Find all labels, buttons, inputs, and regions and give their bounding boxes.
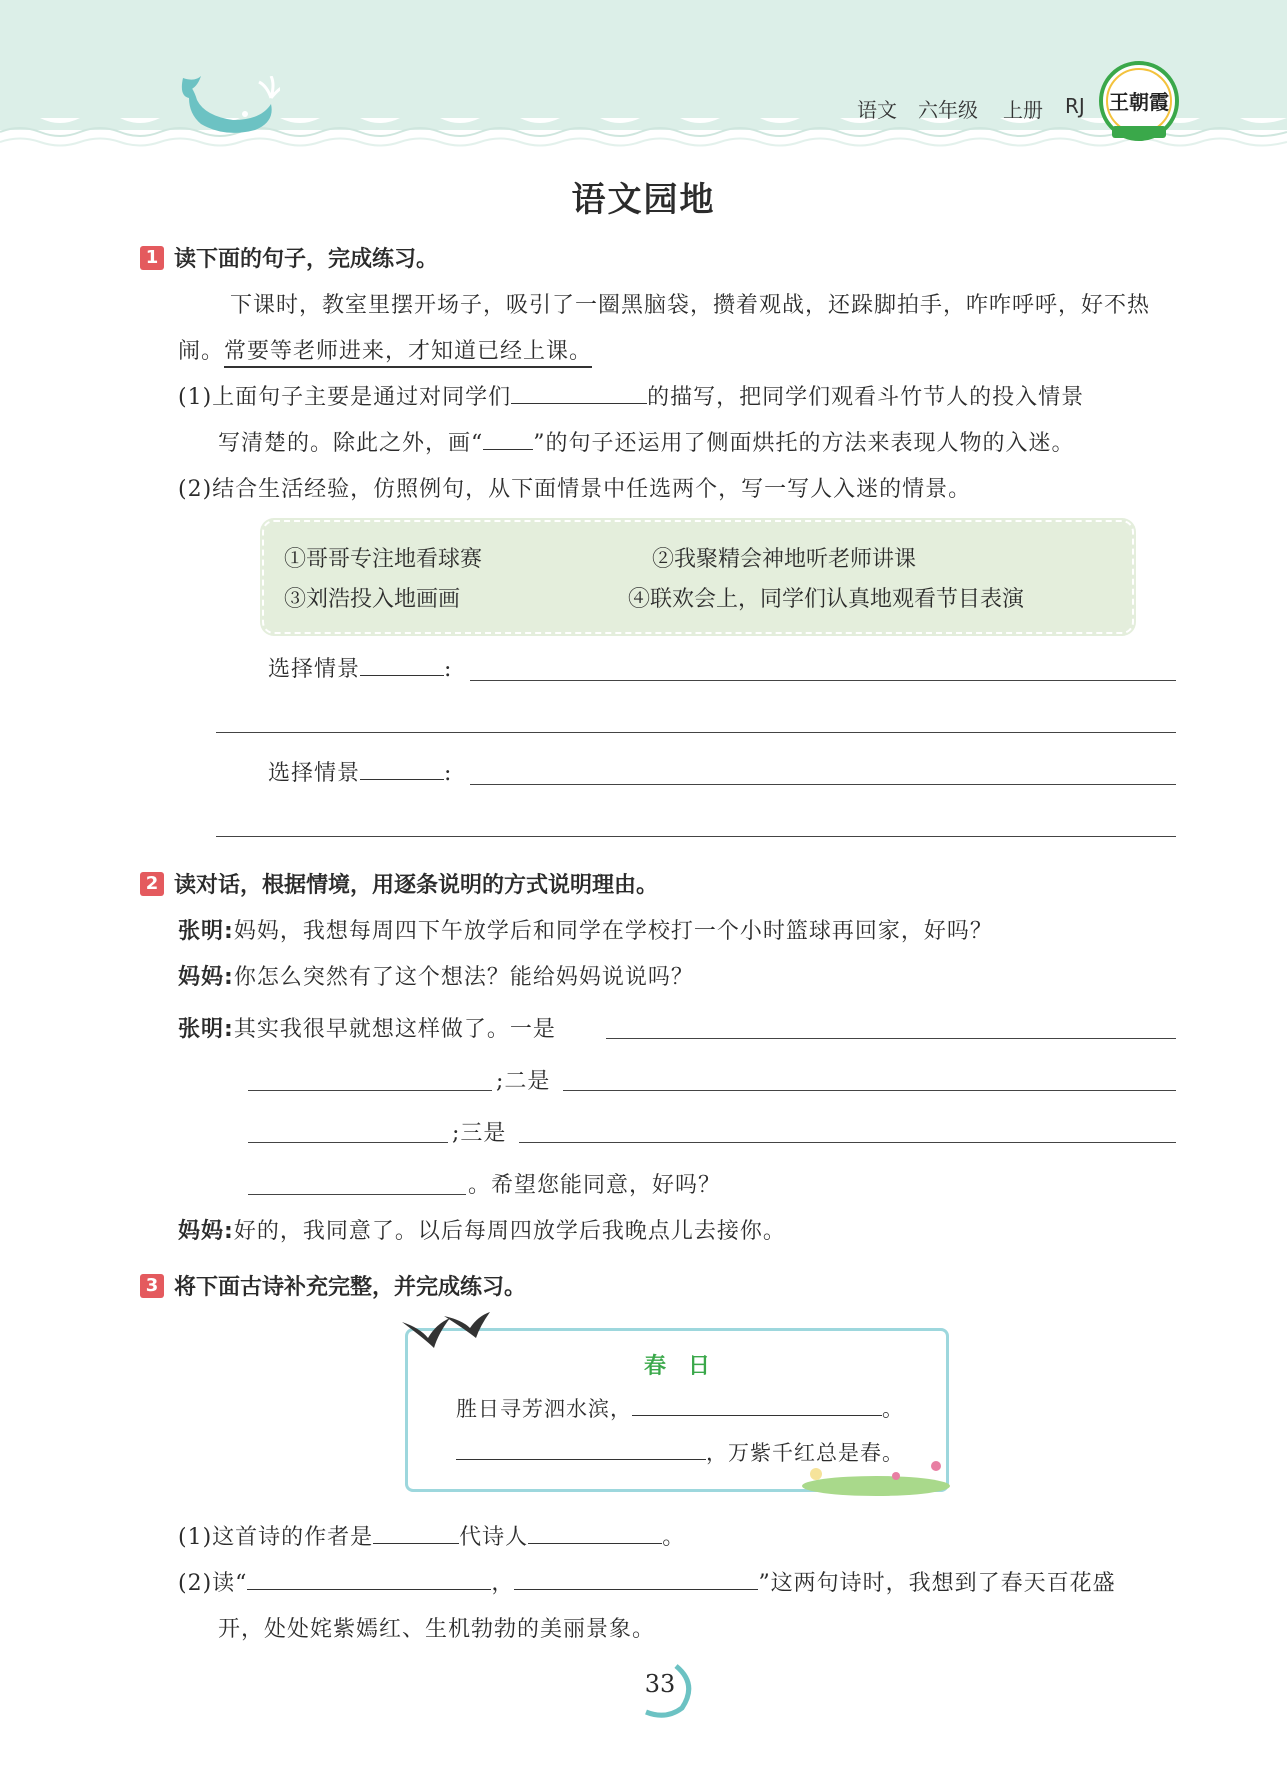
q1-part1-blank2[interactable] [483, 429, 533, 450]
poem-line-1 [456, 1393, 904, 1423]
q2-text-6: 。希望您能同意，好吗？ [468, 1173, 722, 1198]
q2-speaker-1: 张明: [178, 919, 234, 944]
q3-part2-line1 [178, 1566, 1116, 1597]
q3-part2-b: ， [491, 1571, 515, 1596]
q1-passage-line1: 下课时，教室里摆开场子，吸引了一圈黑脑袋，攒着观战，还跺脚拍手，咋咋呼呼，好不热 [230, 293, 1151, 318]
logo-text: 王朝霞 [1109, 90, 1169, 114]
q2-text-7: 好的，我同意了。以后每周四放学后我晚点儿去接你。 [233, 1219, 786, 1244]
header-volume: 上册 [1003, 98, 1043, 122]
q3-heading-text: 将下面古诗补充完整，并完成练习。 [174, 1275, 527, 1300]
q3-number-badge: 3 [140, 1274, 164, 1298]
q1-heading-text: 读下面的句子，完成练习。 [174, 247, 439, 272]
q1-underlined-sentence: 常要等老师进来，才知道已经上课。 [224, 339, 592, 368]
q2-answer-line-2b[interactable] [563, 1090, 1176, 1091]
q2-answer-line-3b[interactable] [519, 1142, 1176, 1143]
q2-text-1: 妈妈，我想每周四下午放学后和同学在学校打一个小时篮球再回家，好吗？ [233, 919, 993, 944]
q2-answer-line-4[interactable] [248, 1194, 466, 1195]
q1-option-4: ④联欢会上，同学们认真地观看节目表演 [628, 587, 1025, 612]
q1-heading [140, 242, 438, 273]
q1-part1-blank1[interactable] [511, 383, 647, 404]
q1-part1-line1 [178, 380, 1084, 411]
q1-part1-b: 的描写，把同学们观看斗竹节人的投入情景 [647, 385, 1085, 410]
q3-part2-line2: 开，处处姹紫嫣红、生机勃勃的美丽景象。 [218, 1617, 656, 1642]
q1-options-box [262, 520, 1134, 634]
q1-answer-line-1a[interactable] [470, 680, 1176, 681]
poem-blank-1[interactable] [632, 1395, 882, 1416]
q2-text-5: ;三是 [452, 1121, 507, 1146]
q1-option-1: ①哥哥专注地看球赛 [284, 547, 483, 572]
q3-part2-blank2[interactable] [514, 1569, 758, 1590]
q2-dialog-1 [178, 914, 993, 945]
q2-text-2: 你怎么突然有了这个想法？能给妈妈说说吗？ [233, 965, 694, 990]
poem-line-1-text: 胜日寻芳泗水滨， [456, 1397, 632, 1421]
q1-choose-blank-1[interactable] [360, 655, 444, 676]
q1-answer-line-2b[interactable] [216, 836, 1176, 837]
poem-line-1-end: 。 [882, 1397, 904, 1421]
q3-part1-blank2[interactable] [528, 1523, 662, 1544]
header-subject: 语文 [857, 98, 897, 122]
q2-number-badge: 2 [140, 872, 164, 896]
q2-answer-line-3a[interactable] [248, 1142, 448, 1143]
q1-choose-blank-2[interactable] [360, 759, 444, 780]
q1-choose-row-2 [268, 756, 452, 787]
q2-heading [140, 868, 658, 899]
q1-choose-colon-1: : [444, 657, 453, 682]
q2-dialog-7 [178, 1214, 786, 1245]
q3-part1-a: (1)这首诗的作者是 [178, 1525, 374, 1550]
q2-text-4: ;二是 [496, 1069, 551, 1094]
poem-line-2-text: ，万紫千红总是春。 [706, 1441, 904, 1465]
q3-part1 [178, 1520, 685, 1551]
header-grade: 六年级 [918, 98, 978, 122]
poem-title: 春 日 [643, 1354, 710, 1379]
q1-part1-d: ”的句子还运用了侧面烘托的方法来表现人物的入迷。 [533, 431, 1075, 456]
q2-dialog-3 [178, 1012, 556, 1043]
q1-choose-label-2: 选择情景 [268, 761, 361, 786]
q2-dialog-2 [178, 960, 694, 991]
q2-speaker-7: 妈妈: [178, 1219, 234, 1244]
page-title: 语文园地 [571, 180, 716, 220]
q1-option-3: ③刘浩投入地画画 [284, 587, 461, 612]
q1-answer-line-2a[interactable] [470, 784, 1176, 785]
q1-choose-colon-2: : [444, 761, 453, 786]
q3-part2-a: (2)读“ [178, 1571, 248, 1596]
q1-answer-line-1b[interactable] [216, 732, 1176, 733]
q1-number-badge: 1 [140, 246, 164, 270]
page-header [0, 0, 1287, 160]
q3-part2-blank1[interactable] [247, 1569, 491, 1590]
q2-text-3: 其实我很早就想这样做了。一是 [233, 1017, 556, 1042]
q2-heading-text: 读对话，根据情境，用逐条说明的方式说明理由。 [174, 873, 659, 898]
grass-decoration-icon [796, 1454, 952, 1498]
q2-answer-line-1[interactable] [606, 1038, 1176, 1039]
q3-heading [140, 1270, 526, 1301]
q1-choose-row-1 [268, 652, 452, 683]
whale-icon [175, 76, 280, 136]
q1-choose-label-1: 选择情景 [268, 657, 361, 682]
q1-part1-line2 [218, 426, 1075, 457]
poem-blank-2[interactable] [456, 1439, 706, 1460]
q2-answer-line-2a[interactable] [248, 1090, 492, 1091]
q1-part1-c: 写清楚的。除此之外，画“ [218, 431, 484, 456]
q3-part1-b: 代诗人 [459, 1525, 529, 1550]
page-number: 33 [644, 1670, 676, 1698]
q2-speaker-3: 张明: [178, 1017, 234, 1042]
q1-option-2: ②我聚精会神地听老师讲课 [652, 547, 917, 572]
brand-logo [1098, 60, 1180, 142]
q3-part1-c: 。 [662, 1525, 686, 1550]
q3-part1-blank1[interactable] [373, 1523, 459, 1544]
q1-part2: (2)结合生活经验，仿照例句，从下面情景中任选两个，写一写人入迷的情景。 [178, 477, 972, 502]
q2-speaker-2: 妈妈: [178, 965, 234, 990]
q1-passage-line2-a: 闹。 [178, 339, 225, 364]
header-edition: RJ [1065, 94, 1085, 118]
q3-part2-c: ”这两句诗时，我想到了春天百花盛 [758, 1571, 1116, 1596]
q1-part1-a: (1)上面句子主要是通过对同学们 [178, 385, 512, 410]
q1-passage-line2 [178, 334, 592, 365]
swallows-icon [400, 1310, 492, 1358]
